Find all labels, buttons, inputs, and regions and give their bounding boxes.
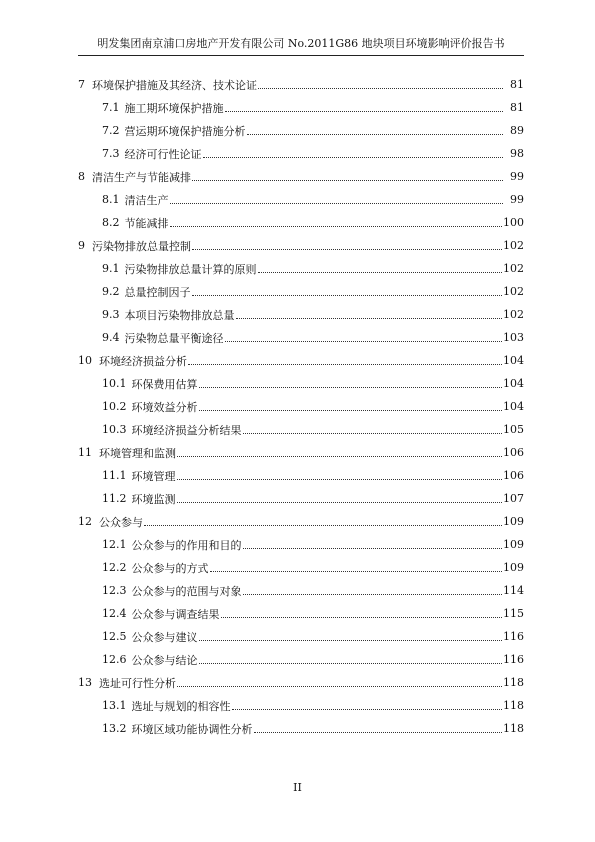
toc-section-entry[interactable] — [78, 602, 524, 625]
toc-entry-number: 9.4 — [102, 331, 120, 344]
toc-entry-number: 9.2 — [102, 285, 120, 298]
toc-section-entry[interactable] — [78, 96, 524, 119]
toc-entry-page: 106 — [503, 469, 524, 482]
toc-section-entry[interactable] — [78, 395, 524, 418]
page-number: II — [293, 781, 302, 794]
toc-entry-page: 109 — [503, 515, 524, 528]
toc-dot-leader — [177, 456, 502, 457]
toc-dot-leader — [258, 88, 503, 89]
toc-section-entry[interactable] — [78, 533, 524, 556]
toc-entry-title: 经济可行性论证 — [124, 147, 202, 161]
toc-dot-leader — [177, 686, 502, 687]
toc-entry-page: 104 — [503, 354, 524, 367]
toc-section-entry[interactable] — [78, 257, 524, 280]
toc-entry-number: 13.2 — [102, 722, 127, 735]
toc-entry-title: 环境经济损益分析结果 — [131, 423, 242, 437]
toc-section-entry[interactable] — [78, 142, 524, 165]
toc-entry-number: 11 — [78, 446, 92, 459]
toc-section-entry[interactable] — [78, 418, 524, 441]
toc-section-entry[interactable] — [78, 648, 524, 671]
toc-dot-leader — [188, 364, 502, 365]
toc-dot-leader — [221, 617, 503, 618]
toc-dot-leader — [177, 502, 503, 503]
toc-entry-title: 公众参与调查结果 — [131, 607, 220, 621]
toc-chapter-entry[interactable] — [78, 234, 524, 257]
toc-entry-page: 109 — [503, 561, 524, 574]
toc-entry-page: 116 — [503, 653, 524, 666]
toc-entry-title: 选址可行性分析 — [99, 676, 176, 690]
toc-entry-number: 7.2 — [102, 124, 120, 137]
toc-entry-title: 本项目污染物排放总量 — [124, 308, 235, 322]
toc-dot-leader — [258, 272, 503, 273]
toc-entry-page: 109 — [503, 538, 524, 551]
toc-entry-number: 8 — [78, 170, 85, 183]
toc-entry-page: 89 — [510, 124, 524, 137]
toc-chapter-entry[interactable] — [78, 671, 524, 694]
toc-entry-title: 环境管理 — [131, 469, 176, 483]
toc-entry-page: 102 — [503, 262, 524, 275]
toc-dot-leader — [243, 548, 503, 549]
toc-dot-leader — [247, 134, 504, 135]
table-of-contents — [78, 73, 524, 740]
toc-dot-leader — [225, 111, 504, 112]
toc-entry-number: 12.5 — [102, 630, 127, 643]
toc-entry-page: 118 — [503, 699, 524, 712]
toc-entry-page: 100 — [503, 216, 524, 229]
toc-section-entry[interactable] — [78, 211, 524, 234]
toc-entry-number: 9.3 — [102, 308, 120, 321]
toc-dot-leader — [243, 594, 503, 595]
toc-dot-leader — [236, 318, 503, 319]
toc-entry-page: 115 — [503, 607, 524, 620]
toc-entry-number: 8.1 — [102, 193, 120, 206]
toc-section-entry[interactable] — [78, 717, 524, 740]
toc-entry-page: 104 — [503, 400, 524, 413]
toc-dot-leader — [210, 571, 503, 572]
toc-dot-leader — [199, 640, 503, 641]
toc-section-entry[interactable] — [78, 188, 524, 211]
toc-entry-title: 总量控制因子 — [124, 285, 191, 299]
toc-entry-page: 103 — [503, 331, 524, 344]
toc-entry-page: 107 — [503, 492, 524, 505]
toc-entry-title: 污染物排放总量计算的原则 — [124, 262, 257, 276]
toc-section-entry[interactable] — [78, 280, 524, 303]
toc-entry-title: 公众参与建议 — [131, 630, 198, 644]
toc-entry-page: 105 — [503, 423, 524, 436]
toc-dot-leader — [192, 249, 502, 250]
toc-entry-page: 102 — [503, 239, 524, 252]
toc-entry-page: 98 — [510, 147, 524, 160]
toc-entry-number: 11.1 — [102, 469, 127, 482]
toc-entry-number: 12.2 — [102, 561, 127, 574]
toc-entry-number: 12.1 — [102, 538, 127, 551]
toc-entry-number: 9 — [78, 239, 85, 252]
toc-section-entry[interactable] — [78, 326, 524, 349]
toc-section-entry[interactable] — [78, 464, 524, 487]
toc-entry-title: 公众参与 — [99, 515, 143, 529]
toc-entry-page: 114 — [503, 584, 524, 597]
toc-entry-title: 选址与规划的相容性 — [131, 699, 231, 713]
toc-entry-number: 12.4 — [102, 607, 127, 620]
toc-entry-number: 7.3 — [102, 147, 120, 160]
header-rule — [78, 55, 524, 56]
toc-entry-number: 7.1 — [102, 101, 120, 114]
toc-chapter-entry[interactable] — [78, 73, 524, 96]
toc-dot-leader — [177, 479, 503, 480]
toc-entry-page: 81 — [510, 101, 524, 114]
toc-dot-leader — [144, 525, 502, 526]
toc-chapter-entry[interactable] — [78, 441, 524, 464]
toc-entry-number: 8.2 — [102, 216, 120, 229]
toc-entry-title: 环境效益分析 — [131, 400, 198, 414]
toc-entry-title: 污染物总量平衡途径 — [124, 331, 224, 345]
toc-entry-title: 环境经济损益分析 — [99, 354, 187, 368]
toc-entry-title: 清洁生产与节能减排 — [92, 170, 191, 184]
toc-entry-number: 7 — [78, 78, 85, 91]
toc-entry-number: 10.2 — [102, 400, 127, 413]
toc-dot-leader — [232, 709, 503, 710]
toc-entry-title: 公众参与的方式 — [131, 561, 209, 575]
toc-entry-number: 11.2 — [102, 492, 127, 505]
toc-chapter-entry[interactable] — [78, 165, 524, 188]
toc-dot-leader — [170, 203, 504, 204]
toc-entry-title: 施工期环境保护措施 — [124, 101, 224, 115]
toc-entry-title: 环境保护措施及其经济、技术论证 — [92, 78, 257, 92]
toc-dot-leader — [199, 410, 503, 411]
toc-entry-title: 环境监测 — [131, 492, 176, 506]
toc-chapter-entry[interactable] — [78, 510, 524, 533]
toc-dot-leader — [203, 157, 504, 158]
toc-entry-title: 环保费用估算 — [131, 377, 198, 391]
toc-entry-page: 81 — [510, 78, 524, 91]
toc-entry-title: 营运期环境保护措施分析 — [124, 124, 246, 138]
toc-entry-page: 102 — [503, 285, 524, 298]
toc-dot-leader — [199, 387, 503, 388]
toc-dot-leader — [254, 732, 503, 733]
toc-entry-title: 清洁生产 — [124, 193, 169, 207]
toc-entry-page: 99 — [510, 170, 524, 183]
toc-entry-page: 106 — [503, 446, 524, 459]
toc-entry-page: 118 — [503, 676, 524, 689]
toc-entry-number: 10.1 — [102, 377, 127, 390]
toc-entry-title: 环境区域功能协调性分析 — [131, 722, 253, 736]
toc-entry-page: 118 — [503, 722, 524, 735]
toc-entry-number: 12 — [78, 515, 92, 528]
toc-entry-number: 10 — [78, 354, 92, 367]
toc-dot-leader — [192, 295, 503, 296]
toc-entry-title: 节能减排 — [124, 216, 169, 230]
toc-section-entry[interactable] — [78, 303, 524, 326]
toc-dot-leader — [192, 180, 503, 181]
toc-section-entry[interactable] — [78, 694, 524, 717]
toc-section-entry[interactable] — [78, 556, 524, 579]
toc-section-entry[interactable] — [78, 372, 524, 395]
toc-entry-number: 12.6 — [102, 653, 127, 666]
toc-entry-number: 12.3 — [102, 584, 127, 597]
toc-entry-page: 102 — [503, 308, 524, 321]
toc-dot-leader — [225, 341, 503, 342]
toc-dot-leader — [170, 226, 503, 227]
toc-entry-title: 环境管理和监测 — [99, 446, 176, 460]
toc-chapter-entry[interactable] — [78, 349, 524, 372]
toc-entry-title: 公众参与的作用和目的 — [131, 538, 242, 552]
toc-section-entry[interactable] — [78, 487, 524, 510]
toc-entry-number: 13.1 — [102, 699, 127, 712]
toc-entry-title: 污染物排放总量控制 — [92, 239, 191, 253]
toc-entry-page: 99 — [510, 193, 524, 206]
toc-section-entry[interactable] — [78, 579, 524, 602]
toc-entry-number: 9.1 — [102, 262, 120, 275]
toc-section-entry[interactable] — [78, 119, 524, 142]
toc-entry-title: 公众参与的范围与对象 — [131, 584, 242, 598]
toc-entry-number: 13 — [78, 676, 92, 689]
toc-entry-page: 116 — [503, 630, 524, 643]
toc-entry-number: 10.3 — [102, 423, 127, 436]
toc-entry-page: 104 — [503, 377, 524, 390]
toc-section-entry[interactable] — [78, 625, 524, 648]
toc-dot-leader — [243, 433, 503, 434]
toc-dot-leader — [199, 663, 503, 664]
toc-entry-title: 公众参与结论 — [131, 653, 198, 667]
running-header: 明发集团南京浦口房地产开发有限公司 No.2011G86 地块项目环境影响评价报告书 — [97, 37, 505, 50]
